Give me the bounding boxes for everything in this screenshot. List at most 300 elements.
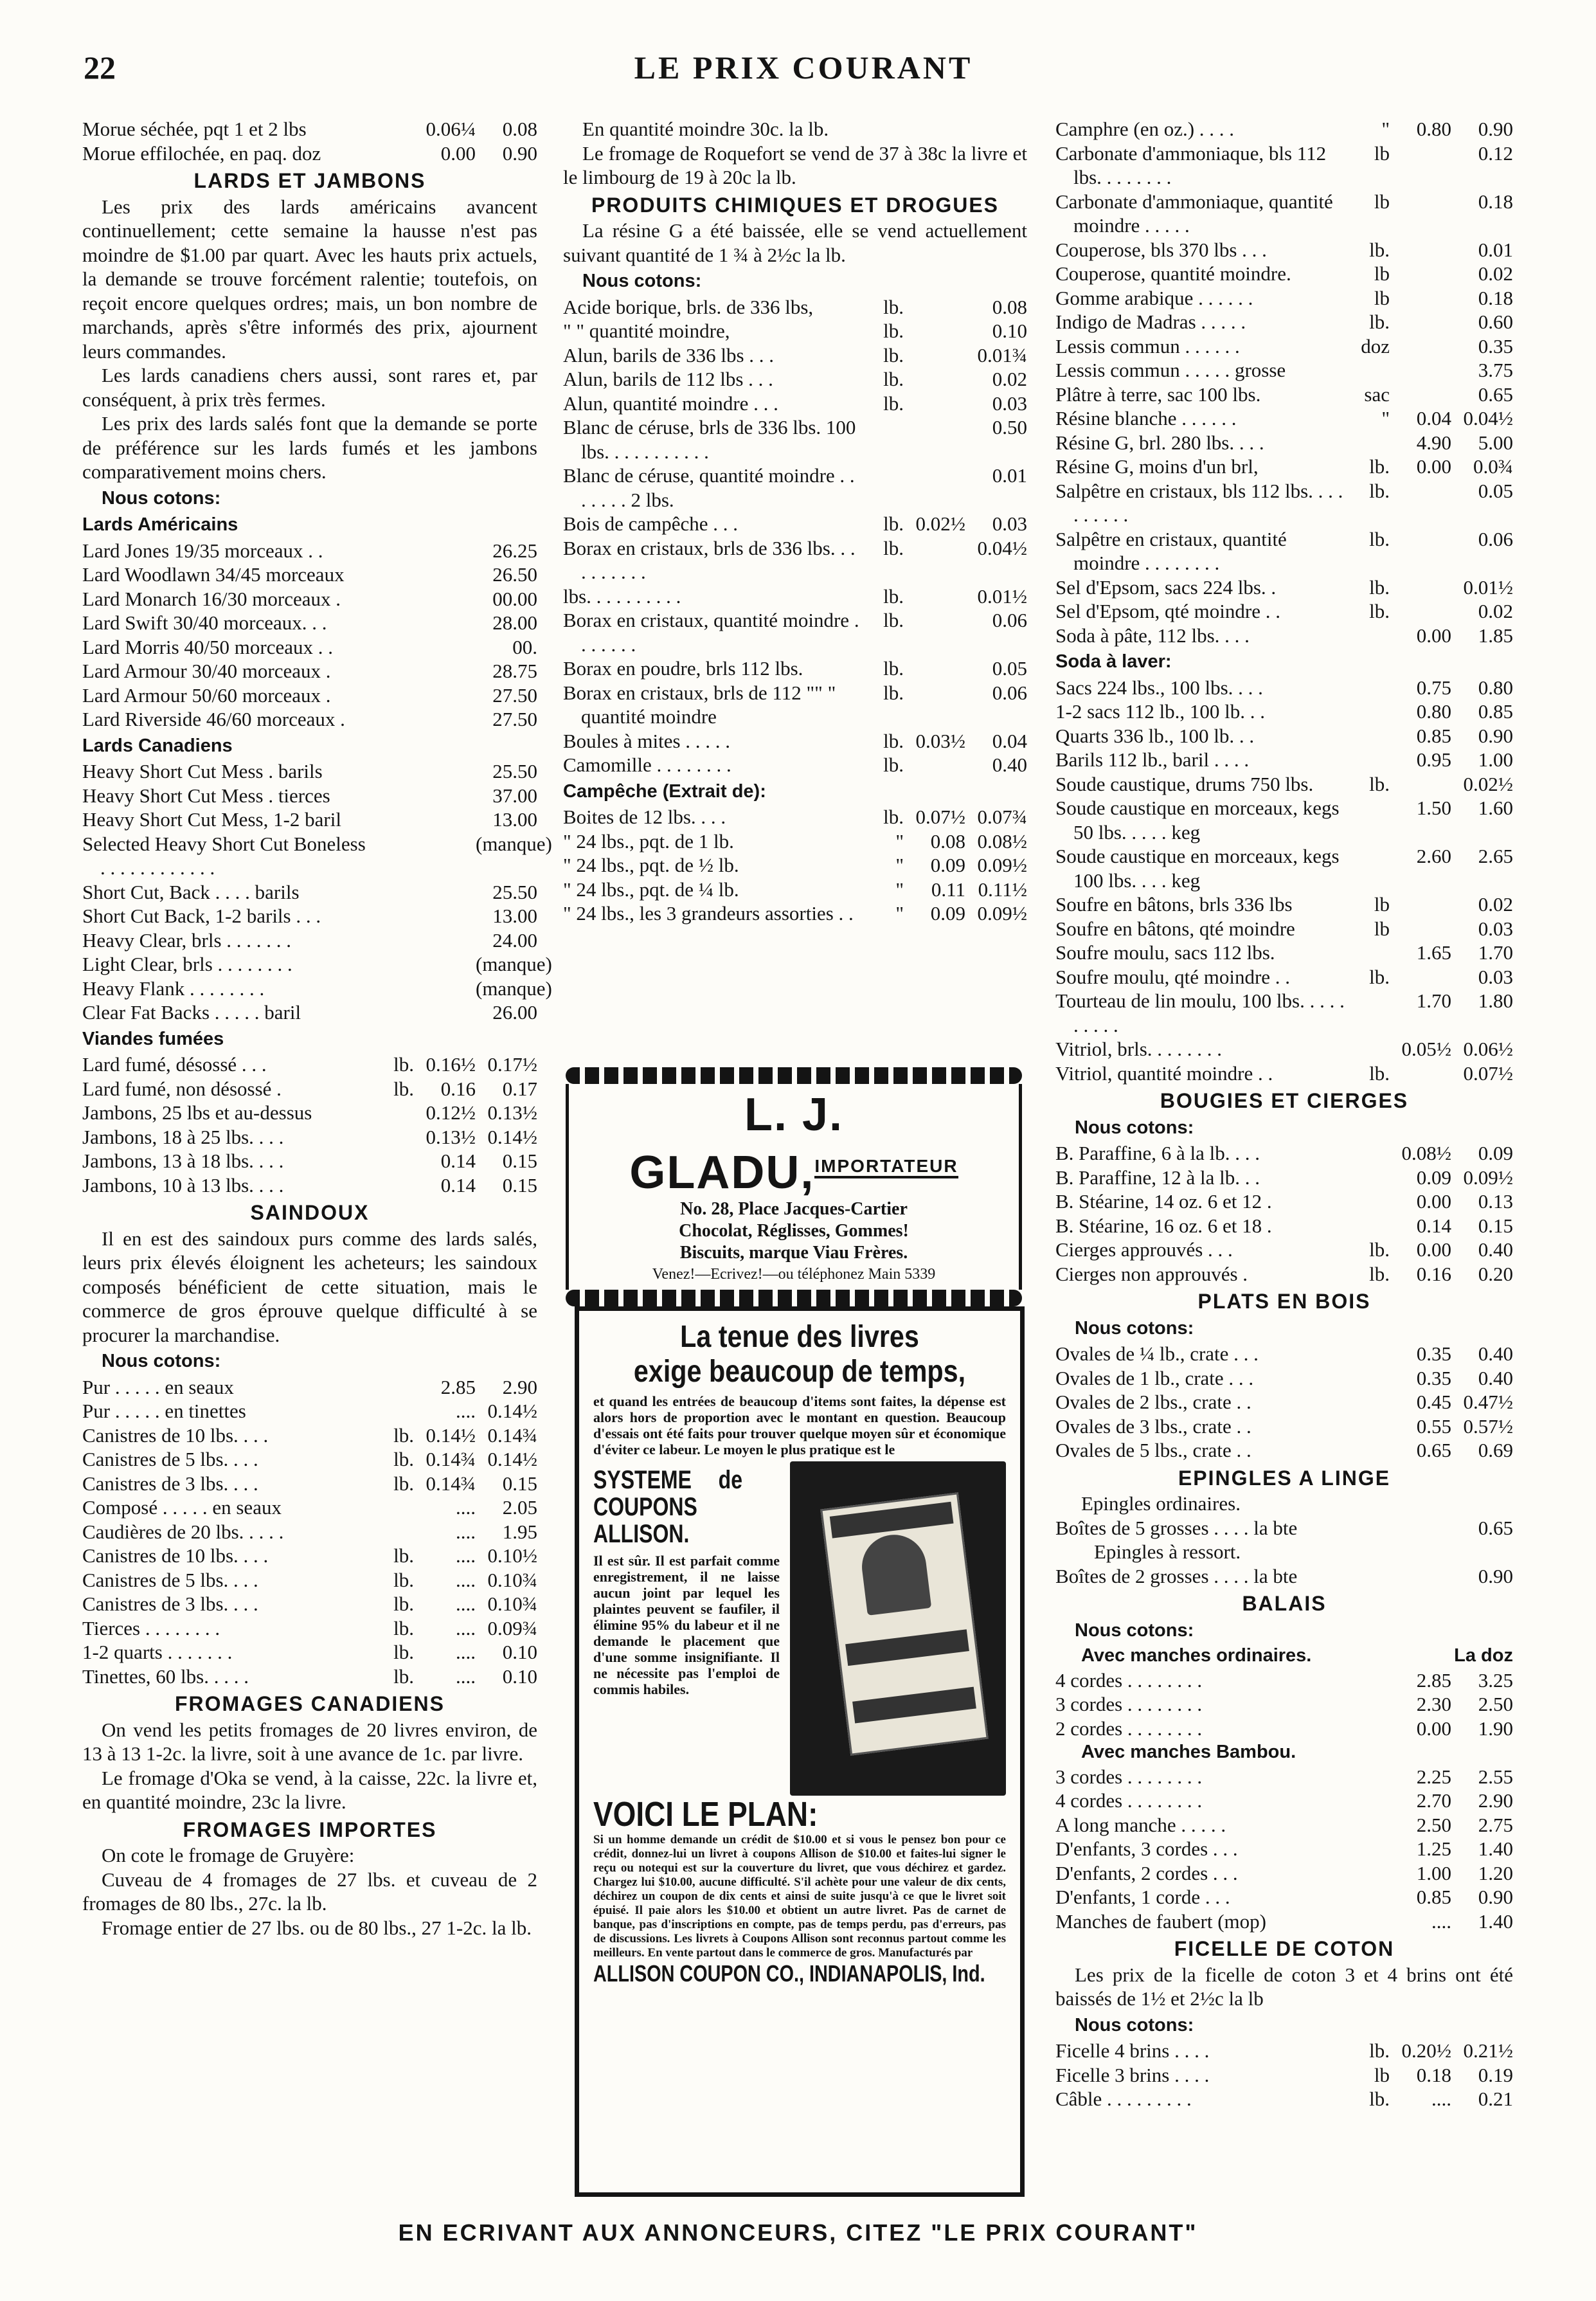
ad-contact-line: Venez!—Ecrivez!—ou téléphonez Main 5339 (652, 1266, 936, 1283)
price-row (563, 656, 1027, 681)
price-row (563, 319, 1027, 343)
item-label: Lard Jones 19/35 morceaux . . (82, 539, 323, 562)
item-price-high: 0.65 (1478, 383, 1513, 406)
price-row (82, 904, 537, 928)
booklet-icon (820, 1492, 988, 1755)
item-price-low: 2.30 (1416, 1693, 1451, 1715)
section-title: BALAIS (1242, 1592, 1327, 1615)
la-doz-label: La doz (1454, 1645, 1513, 1666)
item-price-low (904, 464, 965, 512)
item-price-low: 0.00 (1416, 455, 1451, 478)
item-price-low (414, 784, 476, 808)
item-label: Short Cut, Back . . . . barils (82, 880, 300, 903)
item-price-low (904, 415, 965, 464)
item-unit (374, 977, 414, 1001)
item-price-high: 1.40 (1478, 1837, 1513, 1860)
item-unit: lb. (883, 536, 904, 559)
price-row (1055, 796, 1513, 844)
item-unit: lb. (1369, 527, 1390, 550)
advertiser-address: No. 28, Place Jacques-Cartier (680, 1199, 908, 1219)
item-price-high: 13.00 (492, 905, 537, 927)
page-number: 22 (84, 50, 116, 86)
item-price-high: 0.01 (1478, 238, 1513, 261)
item-label: Couperose, bls 370 lbs . . . (1055, 238, 1267, 261)
price-list (82, 1375, 537, 1689)
item-price-low: .... (456, 1400, 476, 1422)
item-unit: " (1381, 118, 1390, 140)
item-label: 2 cordes . . . . . . . . (1055, 1717, 1203, 1740)
item-label: Ovales de 3 lbs., crate . . (1055, 1414, 1251, 1438)
item-label: Cierges non approuvés . (1055, 1262, 1248, 1285)
item-label: Short Cut Back, 1-2 barils . . . (82, 905, 321, 927)
item-label: Manches de faubert (mop) (1055, 1909, 1266, 1933)
item-price-low (414, 635, 476, 660)
item-price-high: 0.40 (1478, 1238, 1513, 1261)
item-price-high: 0.01 (992, 464, 1027, 487)
item-unit (1350, 1668, 1390, 1693)
price-row (1055, 892, 1513, 917)
item-price-high: 0.15 (502, 1472, 537, 1495)
item-price-low: 1.70 (1416, 989, 1451, 1012)
item-price-low (414, 880, 476, 905)
item-label: Boules à mites . . . . . (563, 729, 731, 752)
subsection-title: Campêche (Extrait de): (563, 781, 766, 802)
item-unit (374, 904, 414, 928)
item-label: Canistres de 10 lbs. . . . (82, 1544, 269, 1567)
item-price-high: 2.75 (1478, 1813, 1513, 1836)
item-price-high: 0.03 (1478, 965, 1513, 988)
item-price-low: .... (456, 1568, 476, 1591)
item-price-low: 1.65 (1416, 941, 1451, 964)
item-label: Morue séchée, pqt 1 et 2 lbs (82, 118, 307, 140)
item-price-high: 0.02 (1478, 893, 1513, 916)
item-label: B. Stéarine, 14 oz. 6 et 12 . (1055, 1190, 1272, 1213)
item-unit (374, 952, 414, 977)
item-price-low (414, 759, 476, 784)
item-unit (1350, 699, 1390, 724)
nous-cotons: Nous cotons: (582, 271, 702, 291)
item-unit: " (895, 854, 904, 876)
item-price-high: 2.05 (502, 1496, 537, 1519)
item-price-high: 0.90 (1478, 1886, 1513, 1908)
item-label: Pur . . . . . en seaux (82, 1375, 234, 1398)
item-unit (374, 117, 414, 141)
item-label: Borax en cristaux, brls de 336 lbs. . . . . . . . . . (563, 536, 856, 583)
item-price-low: 0.07½ (915, 806, 965, 828)
price-row (1055, 699, 1513, 724)
item-label: D'enfants, 3 cordes . . . (1055, 1837, 1238, 1860)
item-price-high: 0.05 (1478, 479, 1513, 502)
item-price-high: 1.90 (1478, 1717, 1513, 1740)
item-price-low: 0.14 (440, 1150, 476, 1172)
item-price-low: .... (456, 1496, 476, 1519)
price-row (563, 367, 1027, 392)
ad-company: ALLISON COUPON CO., INDIANAPOLIS, Ind. (593, 1960, 985, 1987)
paragraph: Les prix des lards salés font que la demande se porte de préférence sur les lards fumés et les jambons comparativement moins chers. (82, 412, 537, 483)
item-label: Résine G, brl. 280 lbs. . . . (1055, 431, 1264, 454)
item-unit (374, 635, 414, 660)
price-row (1055, 844, 1513, 892)
item-price-low (904, 536, 965, 584)
item-price-high: 0.12 (1478, 141, 1513, 165)
price-row (82, 832, 552, 880)
price-row (1055, 406, 1513, 431)
item-price-high: 0.06½ (1463, 1038, 1513, 1060)
paragraph: Le fromage de Roquefort se vend de 37 à 38c la livre et le limbourg de 19 à 20c la lb. (563, 141, 1027, 188)
item-unit (374, 539, 414, 563)
price-row (82, 1495, 537, 1520)
item-price-high: 0.57½ (1463, 1414, 1513, 1438)
item-label: Quarts 336 lb., 100 lb. . . (1055, 724, 1255, 747)
item-unit (1350, 1813, 1390, 1837)
item-label: Ovales de 2 lbs., crate . . (1055, 1391, 1251, 1413)
item-price-high: 0.21 (1478, 2088, 1513, 2110)
item-label: Heavy Short Cut Mess, 1-2 baril (82, 808, 341, 831)
item-label: 4 cordes . . . . . . . . (1055, 1668, 1203, 1692)
item-unit (1350, 1366, 1390, 1391)
item-unit (1350, 1564, 1390, 1589)
item-price-low (904, 295, 965, 320)
price-row (1055, 1789, 1513, 1813)
item-price-high: 0.13 (1478, 1190, 1513, 1213)
subsection-title: Lards Canadiens (82, 735, 233, 756)
price-row (1055, 1037, 1513, 1061)
item-price-low (904, 392, 965, 416)
item-unit: lb. (1369, 238, 1390, 261)
price-row (82, 659, 537, 683)
item-label: Morue effilochée, en paq. doz (82, 141, 321, 165)
price-row (1055, 1061, 1513, 1086)
price-row (563, 729, 1027, 753)
price-row (82, 1101, 537, 1125)
paragraph: Les prix des lards américains avancent continuellement; cette semaine la hausse n'est pas moindre de $1.00 par quart. Avec les hauts prix actuels, la demande se trouve forcément ralentie; toutefois, on reçoit encore quelques ordres; mais, un bon nombre de marchands, après s'être informés des prix, ajournent leurs commandes. (82, 195, 537, 363)
item-price-high: 0.04½ (977, 536, 1027, 559)
item-price-high: 0.14½ (487, 1448, 537, 1470)
item-unit: lb. (1369, 479, 1390, 502)
manches-bambou-label: Avec manches Bambou. (1081, 1742, 1296, 1762)
nous-cotons: Nous cotons: (1075, 2014, 1194, 2035)
item-unit (1350, 941, 1390, 965)
item-price-high: 1.95 (502, 1520, 537, 1543)
price-row (1055, 1366, 1513, 1391)
item-label: Borax en poudre, brls 112 lbs. (563, 657, 803, 680)
price-row (563, 901, 1027, 926)
item-price-low: .... (456, 1641, 476, 1663)
item-price-high: 0.03 (992, 392, 1027, 415)
item-label: Soufre moulu, qté moindre . . (1055, 965, 1291, 988)
item-price-high: 2.90 (1478, 1789, 1513, 1812)
price-row (82, 1125, 537, 1150)
item-label: Plâtre à terre, sac 100 lbs. (1055, 383, 1261, 406)
item-label: Cierges approuvés . . . (1055, 1238, 1233, 1261)
price-row (82, 1665, 537, 1689)
price-row (1055, 2039, 1513, 2063)
item-label: Heavy Short Cut Mess . barils (82, 760, 323, 782)
item-label: Salpêtre en cristaux, quantité moindre . . . . . . . . (1055, 527, 1287, 574)
item-price-high: 0.47½ (1463, 1391, 1513, 1413)
price-row (1055, 358, 1513, 383)
item-price-low: 0.35 (1416, 1342, 1451, 1365)
price-row (1055, 1692, 1513, 1717)
item-label: 1-2 sacs 112 lb., 100 lb. . . (1055, 700, 1266, 723)
item-price-high: 0.18 (1478, 190, 1513, 213)
price-list (1055, 2039, 1513, 2111)
item-price-low: 0.03½ (915, 729, 965, 752)
item-price-low: 0.14¾ (426, 1448, 476, 1470)
item-price-high: 2.50 (1478, 1693, 1513, 1715)
item-price-high: 25.50 (492, 760, 537, 782)
item-price-low (904, 681, 965, 729)
item-label: Couperose, quantité moindre. (1055, 262, 1291, 285)
item-unit (1350, 1717, 1390, 1741)
item-label: Résine G, moins d'un brl, (1055, 455, 1259, 478)
item-label: Heavy Short Cut Mess . tierces (82, 784, 330, 807)
item-label: Boites de 12 lbs. . . . (563, 806, 726, 828)
item-label: Lessis commun . . . . . grosse (1055, 359, 1286, 381)
item-unit (1350, 624, 1390, 648)
price-list (1055, 1141, 1513, 1286)
item-unit: " (1381, 407, 1390, 429)
item-label: " " quantité moindre, (563, 320, 730, 342)
item-price-high: 2.65 (1478, 845, 1513, 867)
item-unit (374, 928, 414, 953)
price-row (563, 829, 1027, 854)
item-price-high: 0.10 (502, 1665, 537, 1688)
item-unit (374, 707, 414, 732)
item-price-high: 0.21½ (1463, 2039, 1513, 2062)
item-price-low: 0.05½ (1401, 1038, 1451, 1060)
item-price-low: 1.00 (1416, 1861, 1451, 1884)
item-price-low: 0.75 (1416, 676, 1451, 699)
item-label: Selected Heavy Short Cut Boneless . . . . . . . . . . . . (82, 832, 366, 879)
price-row (1055, 724, 1513, 748)
item-unit (1350, 989, 1390, 1037)
item-unit: lb. (883, 806, 904, 828)
item-price-low: 0.00 (1416, 624, 1451, 647)
item-unit: lb. (883, 681, 904, 704)
item-price-low: 0.18 (1416, 2063, 1451, 2086)
item-unit: " (895, 878, 904, 901)
nous-cotons: Nous cotons: (1075, 1317, 1194, 1339)
item-label: Soude caustique en morceaux, kegs 50 lbs. . . . . keg (1055, 797, 1340, 844)
item-label: B. Stéarine, 16 oz. 6 et 18 . (1055, 1214, 1272, 1237)
price-row (82, 635, 537, 660)
advertiser-name (575, 1089, 1012, 1198)
price-row (1055, 141, 1513, 190)
nous-cotons: Nous cotons: (102, 1351, 221, 1371)
ornamental-border (566, 1290, 1022, 1306)
item-unit (374, 141, 414, 166)
item-unit: lb. (1369, 575, 1390, 599)
price-row (1055, 1717, 1513, 1741)
item-price-high: 24.00 (492, 928, 537, 952)
item-price-high: 0.06 (992, 609, 1027, 631)
item-price-low: 2.60 (1416, 845, 1451, 867)
price-row (1055, 527, 1513, 575)
item-unit (374, 808, 414, 832)
item-price-high: 0.01½ (1463, 575, 1513, 599)
item-price-low (414, 1000, 476, 1025)
item-price-low: 0.06¼ (426, 118, 476, 140)
item-price-high: 0.0¾ (1473, 455, 1513, 478)
item-unit (1350, 796, 1390, 844)
price-row (82, 759, 537, 784)
item-unit (1350, 1909, 1390, 1934)
item-price-high: 0.15 (502, 1173, 537, 1196)
item-price-low (414, 904, 476, 928)
manches-ordinaires-label: Avec manches ordinaires. (1081, 1645, 1312, 1666)
item-price-low (1390, 190, 1451, 238)
ad-headline: La tenue des livres (680, 1320, 919, 1354)
item-price-high: 0.01¾ (977, 343, 1027, 366)
item-label: Lard Woodlawn 34/45 morceaux (82, 563, 345, 586)
item-unit (374, 1000, 414, 1025)
item-unit (374, 880, 414, 905)
item-label: Ovales de 1 lb., crate . . . (1055, 1366, 1254, 1389)
item-unit: lb. (393, 1423, 414, 1447)
item-unit: doz (1361, 334, 1390, 357)
item-label: Caudières de 20 lbs. . . . . (82, 1520, 284, 1543)
item-price-low (1390, 286, 1451, 311)
item-price-low (904, 608, 965, 656)
item-label: Heavy Clear, brls . . . . . . . (82, 928, 292, 952)
price-row (1055, 1813, 1513, 1837)
item-unit: lb. (393, 1616, 414, 1639)
item-price-low: 0.35 (1416, 1366, 1451, 1389)
item-price-low: 0.04 (1416, 407, 1451, 429)
item-label: Lard Armour 30/40 morceaux . (82, 660, 331, 682)
item-label: Boîtes de 2 grosses . . . . la bte (1055, 1564, 1298, 1587)
price-row (1055, 383, 1513, 407)
item-unit (1350, 844, 1390, 892)
item-label: Soufre moulu, sacs 112 lbs. (1055, 941, 1275, 964)
item-price-low (904, 584, 965, 609)
page-header (77, 45, 1530, 96)
item-label: Tinettes, 60 lbs. . . . . (82, 1665, 249, 1688)
item-label: Canistres de 3 lbs. . . . (82, 1472, 258, 1495)
item-price-low (414, 659, 476, 683)
item-price-low: 0.80 (1416, 118, 1451, 140)
item-price-low (414, 928, 476, 953)
price-row (563, 753, 1027, 777)
item-price-high: 27.50 (492, 708, 537, 730)
item-price-high: 00. (512, 635, 537, 658)
ad-paragraph: et quand les entrées de beaucoup d'items sont faites, la dépense est alors hors de proportion avec le montant en question. Beaucoup d'essais ont été faits pour trouver quelque moyen sûr et économique d'éviter ce labeur. Le moyen le plus pratique est le (593, 1393, 1006, 1457)
item-unit: lb (1374, 2063, 1390, 2086)
item-unit: lb. (1369, 311, 1390, 333)
price-row (1055, 772, 1513, 797)
item-price-high: 0.04 (992, 729, 1027, 752)
item-unit: lb (1374, 286, 1390, 309)
item-label: Heavy Flank . . . . . . . . (82, 977, 265, 1000)
importateur-label: IMPORTATEUR (814, 1156, 958, 1178)
price-row (1055, 676, 1513, 700)
item-unit (1350, 1837, 1390, 1861)
item-price-high: (manque) (476, 977, 552, 1000)
item-price-high: 26.50 (492, 563, 537, 586)
price-list (1055, 1668, 1513, 1741)
item-label: Alun, barils de 112 lbs . . . (563, 368, 773, 390)
item-unit (1350, 1516, 1390, 1540)
item-label: Sacs 224 lbs., 100 lbs. . . . (1055, 676, 1263, 699)
item-price-high: 1.70 (1478, 941, 1513, 964)
item-price-high: 1.80 (1478, 989, 1513, 1012)
item-label: Sel d'Epsom, sacs 224 lbs. . (1055, 575, 1277, 599)
price-row (82, 1375, 537, 1400)
section-title: PLATS EN BOIS (1197, 1290, 1371, 1313)
balais-header (1055, 1644, 1513, 1668)
item-label: 4 cordes . . . . . . . . (1055, 1789, 1203, 1812)
item-label: Jambons, 25 lbs et au-dessus (82, 1101, 312, 1124)
price-list (1055, 1342, 1513, 1463)
item-unit: lb. (883, 657, 904, 680)
item-unit (374, 1149, 414, 1173)
item-unit (864, 415, 904, 464)
item-price-high: 0.35 (1478, 334, 1513, 357)
item-price-high: 0.10¾ (487, 1593, 537, 1615)
item-unit (1350, 358, 1390, 383)
price-row (82, 611, 537, 635)
item-price-low: 0.00 (1416, 1238, 1451, 1261)
item-label: Soda à pâte, 112 lbs. . . . (1055, 624, 1250, 647)
item-label: Salpêtre en cristaux, bls 112 lbs. . . . . . . . . . (1055, 479, 1343, 526)
price-list (1055, 1564, 1513, 1589)
item-price-high: 0.09¾ (487, 1616, 537, 1639)
item-unit: lb. (1369, 1262, 1390, 1285)
item-price-low: 0.08 (930, 829, 965, 853)
price-row (1055, 1861, 1513, 1886)
item-unit (1350, 1885, 1390, 1909)
item-price-low (414, 539, 476, 563)
item-label: 3 cordes . . . . . . . . (1055, 1693, 1203, 1715)
item-label: Canistres de 3 lbs. . . . (82, 1593, 258, 1615)
item-label: Ficelle 4 brins . . . . (1055, 2039, 1210, 2062)
item-unit (374, 1101, 414, 1125)
item-price-low (1390, 479, 1451, 527)
price-row (82, 1447, 537, 1472)
item-price-high: 26.00 (492, 1001, 537, 1024)
item-unit: lb. (1369, 455, 1390, 478)
item-price-low: 0.00 (440, 141, 476, 165)
item-price-high: 1.40 (1478, 1909, 1513, 1933)
item-price-low: .... (1431, 2088, 1451, 2110)
item-price-high: 1.20 (1478, 1861, 1513, 1884)
item-price-high: 0.02 (1478, 600, 1513, 622)
item-price-low (1390, 892, 1451, 917)
paragraph: En quantité moindre 30c. la lb. (582, 118, 829, 140)
item-price-high: 0.11½ (978, 878, 1027, 901)
price-row (1055, 575, 1513, 600)
item-price-low (414, 808, 476, 832)
ad-plan-heading: VOICI LE PLAN: (593, 1795, 818, 1834)
item-label: 3 cordes . . . . . . . . (1055, 1765, 1203, 1788)
item-price-low: 0.55 (1416, 1414, 1451, 1438)
item-unit (1350, 1438, 1390, 1463)
price-row (82, 1000, 537, 1025)
price-row (1055, 190, 1513, 238)
coupon-booklet-illustration (790, 1461, 1006, 1796)
item-price-low: 0.08½ (1401, 1142, 1451, 1164)
item-price-low: 0.09 (930, 854, 965, 876)
item-label: Clear Fat Backs . . . . . baril (82, 1001, 301, 1024)
item-price-high: 00.00 (492, 587, 537, 610)
price-row (1055, 1166, 1513, 1190)
item-price-low (414, 832, 476, 880)
item-unit (1350, 676, 1390, 700)
advertisement-allison (575, 1306, 1025, 2197)
item-price-high: 0.10 (992, 320, 1027, 342)
item-price-high: 0.10 (502, 1641, 537, 1663)
